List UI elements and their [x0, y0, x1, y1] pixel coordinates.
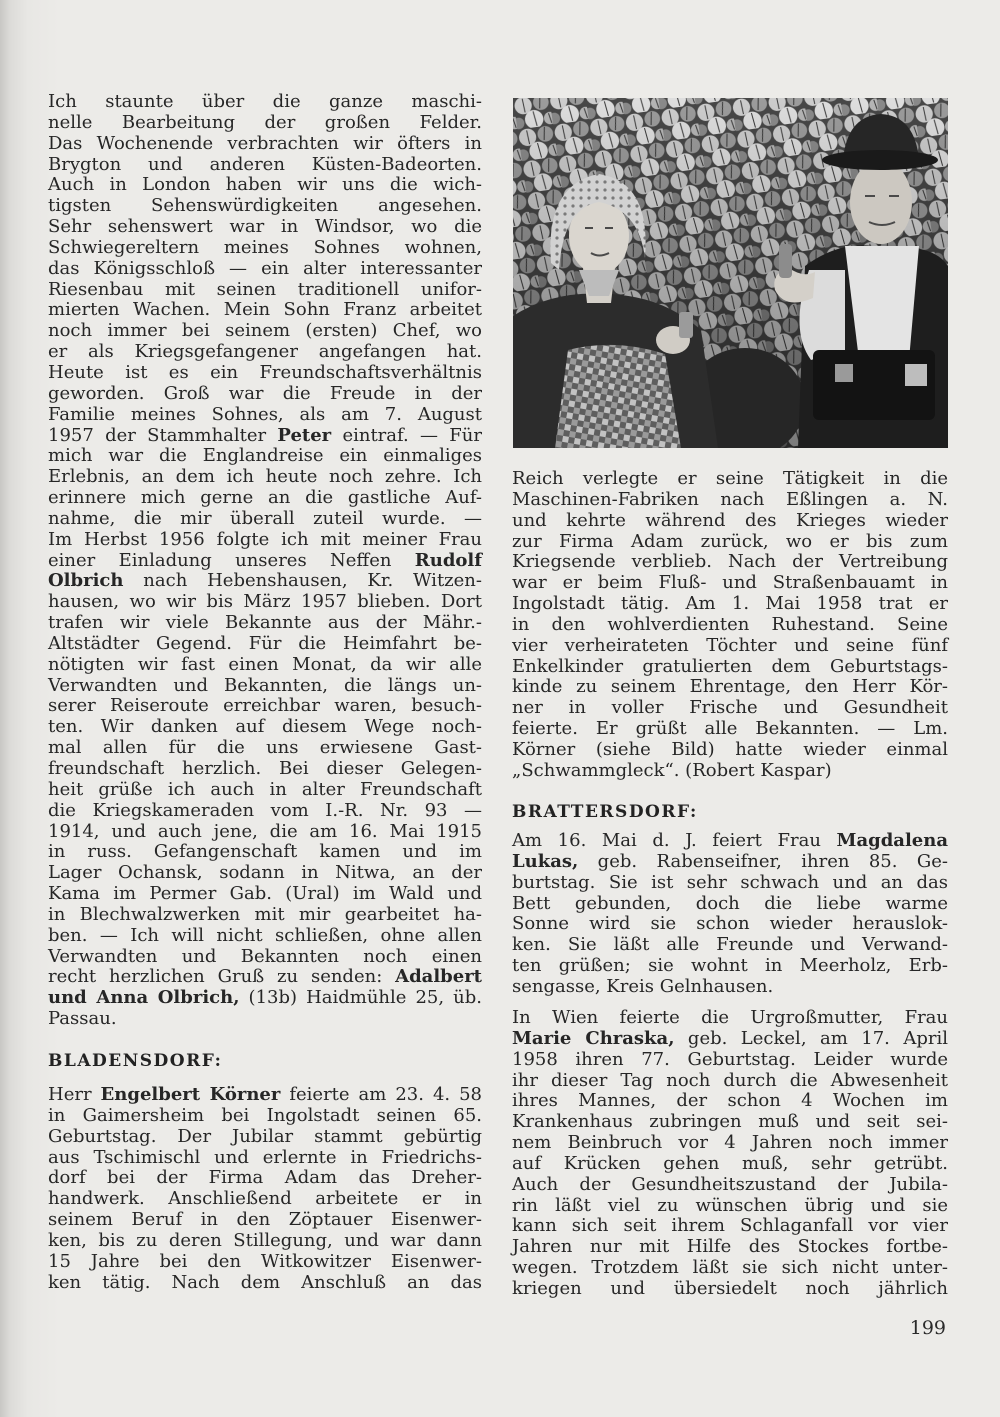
bold-name: Lukas,	[512, 850, 579, 872]
text-line: Heute ist es ein Freundschaftsverhältnis	[48, 361, 482, 383]
text-line: ken tätig. Nach dem Anschluß an das	[48, 1271, 482, 1293]
text-line: feierte. Er grüßt alle Bekannten. — Lm.	[512, 718, 948, 740]
text-line: Bett gebunden, doch die liebe warme	[512, 892, 948, 914]
text-run: (13b) Haidmühle 25, üb.	[239, 987, 482, 1009]
text-run: Herr	[48, 1084, 101, 1105]
text-line: Krankenhaus zubringen muß und seit sei-	[512, 1111, 948, 1133]
text-line: hausen, wo wir bis März 1957 blieben. Dort	[48, 591, 482, 613]
text-run: geb. Rabenseifner, ihren 85. Ge-	[578, 850, 948, 872]
text-line: zur Firma Adam zurück, wo er bis zum	[512, 530, 948, 552]
lukas-paragraph	[512, 831, 948, 998]
text-line: trafen wir viele Bekannte aus der Mähr.-	[48, 612, 482, 634]
text-line: erinnere mich gerne an die gastliche Auf-	[48, 487, 482, 509]
text-line: dorf bei der Firma Adam das Dreher-	[48, 1167, 482, 1189]
text-line: Altstädter Gegend. Für die Heimfahrt be-	[48, 632, 482, 654]
text-line: nem Beinbruch vor 4 Jahren noch immer	[512, 1132, 948, 1154]
text-line: nelle Bearbeitung der großen Felder.	[48, 111, 482, 133]
text-line: ken, bis zu deren Stillegung, und war dann	[48, 1229, 482, 1251]
text-line: auf Krücken gehen muß, sehr getrübt.	[512, 1152, 948, 1174]
bold-name: Rudolf	[414, 549, 482, 571]
text-line: in russ. Gefangenschaft kamen und im	[48, 841, 482, 863]
bold-name: Olbrich	[48, 570, 124, 592]
koerner-couple-photo	[513, 98, 948, 448]
text-line: Riesenbau mit seinen traditionell unifor-	[48, 278, 482, 300]
bold-name: und Anna Olbrich,	[48, 987, 240, 1009]
text-line: wegen. Trotzdem läßt sie sich nicht unter-	[512, 1257, 948, 1279]
text-line: in Gaimersheim bei Ingolstadt seinen 65.	[48, 1104, 482, 1126]
text-line: Jahren nur mit Hilfe des Stockes fortbe-	[512, 1236, 948, 1258]
text-line: ten. Wir danken auf diesem Wege noch-	[48, 716, 482, 738]
text-line	[512, 852, 948, 873]
text-line: mich war die Englandreise ein einmaliges	[48, 445, 482, 467]
text-line: Geburtstag. Der Jubilar stammt gebürtig	[48, 1125, 482, 1147]
text-line: ihr dieser Tag noch durch die Abwesenheit	[512, 1069, 948, 1091]
text-line: freundschaft herzlich. Bei dieser Gelegen-	[48, 758, 482, 779]
bold-name: Magdalena	[836, 830, 948, 851]
text-line: Kriegsende verblieb. Nach der Vertreibung	[512, 551, 948, 573]
text-line: Passau.	[48, 1008, 117, 1030]
text-line: heit grüße ich auch in alter Freundschaft	[48, 778, 482, 800]
text-line: „Schwammgleck“. (Robert Kaspar)	[512, 759, 832, 781]
text-line: in den wohlverdienten Ruhestand. Seine	[512, 613, 948, 635]
text-line: Auch der Gesundheitszustand der Jubila-	[512, 1173, 948, 1195]
text-line: kriegen und übersiedelt noch jährlich	[512, 1277, 948, 1299]
text-run: einer Einladung unseres Neffen	[48, 549, 415, 571]
text-line: 1914, und auch jene, die am 16. Mai 1915	[48, 820, 482, 842]
text-line: 15 Jahre bei den Witkowitzer Eisenwer-	[48, 1250, 482, 1272]
text-line	[48, 426, 482, 447]
text-line: ken. Sie läßt alle Freunde und Verwand-	[512, 934, 948, 956]
chraska-paragraph	[512, 1008, 948, 1300]
text-line: rin läßt viel zu wünschen übrig und sie	[512, 1194, 948, 1216]
text-line: nötigten wir fast einen Monat, da wir alle	[48, 653, 482, 675]
text-line: handwerk. Anschließend arbeitete er in	[48, 1188, 482, 1210]
text-line: Ingolstadt tätig. Am 1. Mai 1958 trat er	[512, 593, 948, 615]
text-line: Das Wochenende verbrachten wir öfters in	[48, 132, 482, 154]
text-run: feierte am 23. 4. 58	[280, 1084, 483, 1105]
text-line: noch immer bei seinem (ersten) Chef, wo	[48, 320, 482, 342]
text-line	[512, 1029, 948, 1050]
text-line: geworden. Groß war die Freude in der	[48, 382, 482, 404]
text-line: Körner (siehe Bild) hatte wieder einmal	[512, 738, 948, 760]
bold-name: Peter	[277, 424, 332, 446]
text-line: seinem Beruf in den Zöptauer Eisenwer-	[48, 1209, 482, 1231]
text-line: ihres Mannes, der schon 4 Wochen im	[512, 1090, 948, 1112]
text-run: eintraf. — Für	[331, 424, 482, 446]
text-line: Enkelkinder gratulierten dem Geburtstags-	[512, 655, 948, 677]
text-line: aus Tschimischl und erlernte in Friedrichs-	[48, 1146, 482, 1168]
text-line: Verwandten und Bekannten, die längs un-	[48, 674, 482, 696]
text-line: ben. — Ich will nicht schließen, ohne allen	[48, 924, 482, 946]
text-run: 1957 der Stammhalter	[48, 424, 278, 446]
text-line: Kama im Permer Gab. (Ural) im Wald und	[48, 883, 482, 905]
text-run: Am 16. Mai d. J. feiert Frau	[512, 830, 837, 851]
bold-name: Adalbert	[395, 966, 482, 988]
section-heading-bladensdorf: BLADENSDORF:	[48, 1051, 223, 1071]
text-line: 1958 ihren 77. Geburtstag. Leider wurde	[512, 1048, 948, 1070]
text-line	[48, 1085, 482, 1106]
text-line: in Blechwalzwerken mit mir gearbeitet ha-	[48, 903, 482, 925]
text-line: ner in voller Frische und Gesundheit	[512, 697, 948, 719]
text-line: Familie meines Sohnes, als am 7. August	[48, 403, 482, 425]
text-line	[48, 571, 482, 592]
text-line: serer Reiseroute erreichbar waren, besuch-	[48, 695, 482, 717]
text-run: geb. Leckel, am 17. April	[674, 1027, 948, 1049]
photo-image	[513, 98, 948, 448]
text-line: Erlebnis, an dem ich heute noch zehre. Ich	[48, 466, 482, 488]
text-line: das Königsschloß — ein alter interessanter	[48, 257, 482, 279]
page-number: 199	[909, 1317, 946, 1339]
olbrich-letter-paragraph	[48, 92, 482, 1030]
text-line	[48, 551, 482, 572]
text-line: Verwandten und Bekannten noch einen	[48, 945, 482, 967]
text-line: Sonne wird sie schon wieder herauslok-	[512, 913, 948, 935]
text-line: Auch in London haben wir uns die wich-	[48, 174, 482, 196]
text-run: recht herzlichen Gruß zu senden:	[48, 966, 396, 988]
text-line: sengasse, Kreis Gelnhausen.	[512, 975, 774, 997]
text-line: Reich verlegte er seine Tätigkeit in die	[512, 468, 948, 489]
text-line: Ich staunte über die ganze maschi-	[48, 91, 482, 112]
text-line: kann sich seit ihrem Schlaganfall vor vier	[512, 1215, 948, 1237]
text-line: Brygton und anderen Küsten-Badeorten.	[48, 153, 482, 175]
koerner-paragraph-start	[48, 1085, 482, 1293]
text-line: In Wien feierte die Urgroßmutter, Frau	[512, 1007, 948, 1028]
text-line: Im Herbst 1956 folgte ich mit meiner Frau	[48, 528, 482, 550]
text-line	[512, 831, 948, 852]
text-line: burtstag. Sie ist sehr schwach und an das	[512, 871, 948, 893]
text-line	[48, 967, 482, 988]
text-run: nach Hebenshausen, Kr. Witzen-	[123, 570, 482, 592]
text-line: tigsten Sehenswürdigkeiten angesehen.	[48, 195, 482, 217]
text-line: ten grüßen; sie wohnt in Meerholz, Erb-	[512, 955, 948, 977]
text-line: war er beim Fluß- und Straßenbauamt in	[512, 572, 948, 594]
text-line: mal allen für die uns erwiesene Gast-	[48, 737, 482, 759]
text-line: Schwiegereltern meines Sohnes wohnen,	[48, 236, 482, 258]
text-line: nahme, die mir überall zuteil wurde. —	[48, 507, 482, 529]
text-line: vier verheirateten Töchter und seine fünf	[512, 634, 948, 656]
text-line: und kehrte während des Krieges wieder	[512, 509, 948, 531]
bold-name: Marie Chraska,	[512, 1027, 675, 1049]
text-line: Sehr sehenswert war in Windsor, wo die	[48, 216, 482, 238]
koerner-paragraph-end	[512, 469, 948, 782]
section-heading-brattersdorf: BRATTERSDORF:	[512, 802, 698, 822]
text-line	[48, 988, 482, 1009]
text-line: mierten Wachen. Mein Sohn Franz arbeitet	[48, 299, 482, 321]
text-line: er als Kriegsgefangener angefangen hat.	[48, 341, 482, 363]
bold-name: Engelbert Körner	[100, 1084, 281, 1105]
text-line: die Kriegskameraden vom I.-R. Nr. 93 —	[48, 799, 482, 821]
text-line: kinde zu seinem Ehrentage, den Herr Kör-	[512, 676, 948, 698]
text-line: Lager Ochansk, sodann in Nitwa, an der	[48, 862, 482, 884]
text-line: Maschinen-Fabriken nach Eßlingen a. N.	[512, 488, 948, 510]
